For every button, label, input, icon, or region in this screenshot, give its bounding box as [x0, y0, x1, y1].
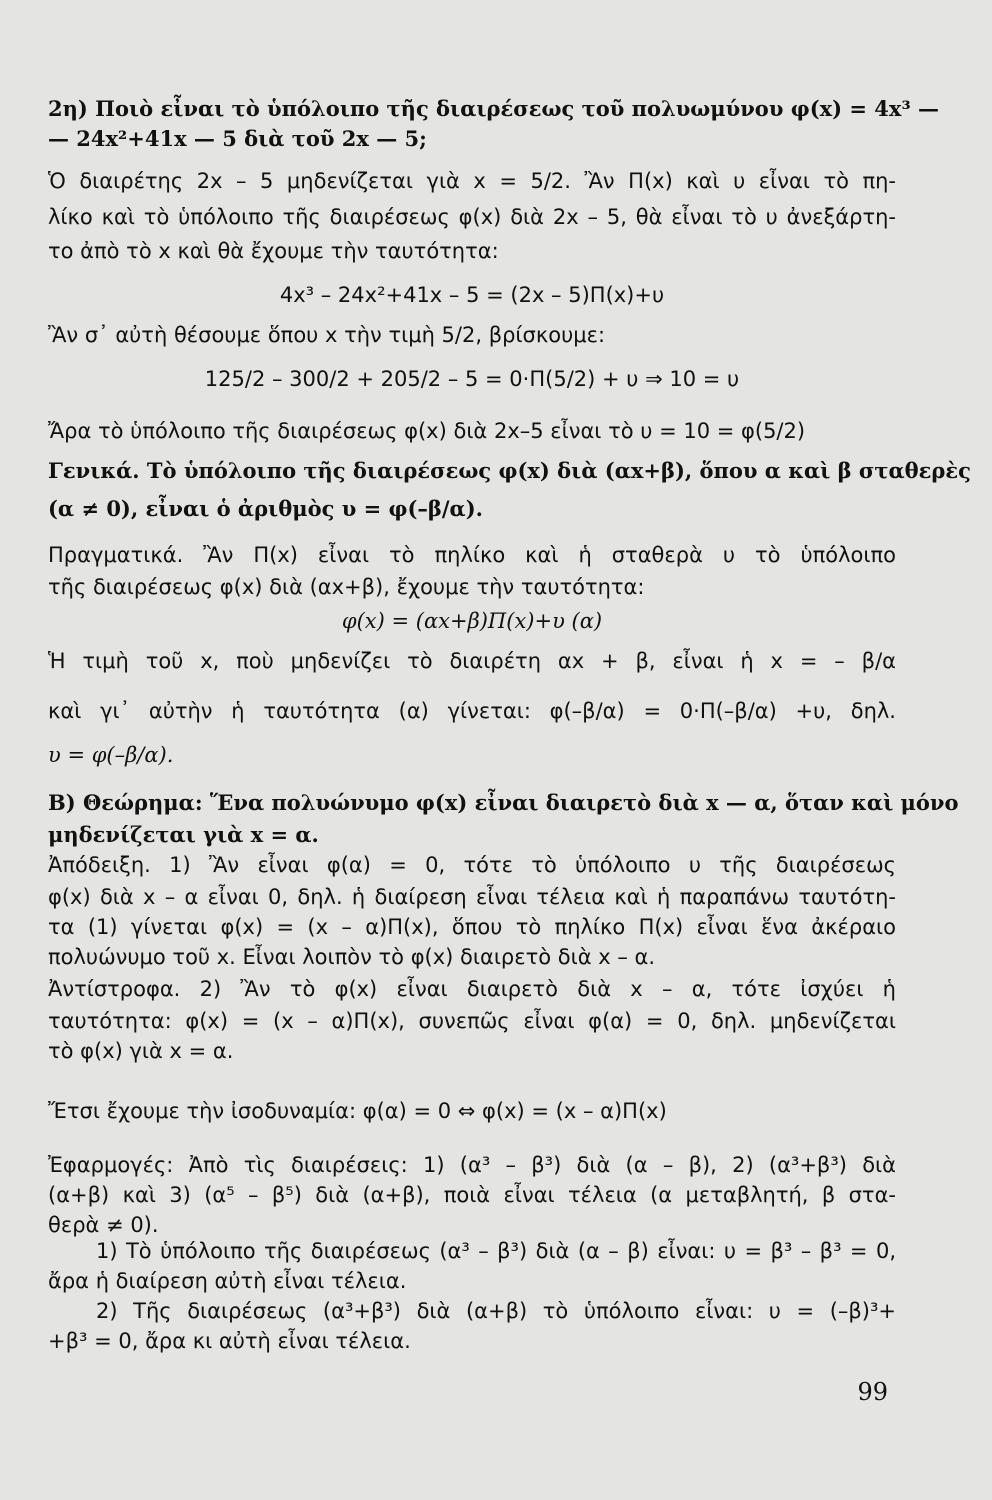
solution-line: 2) Τῆς διαιρέσεως (α³+β³) διὰ (α+β) τὸ ὑπόλοιπο εἶναι: υ = (–β)³+: [96, 1299, 896, 1323]
text-line: καὶ γι᾽ αὐτὴν ἡ ταυτότητα (α) γίνεται: φ(–β/α) = 0·Π(–β/α) +υ, δηλ.: [48, 699, 896, 723]
proof-line: Ἀντίστροφα. 2) Ἂν τὸ φ(x) εἶναι διαιρετὸ διὰ x – α, τότε ἰσχύει ἡ: [48, 977, 896, 1001]
equivalence-line: Ἔτσι ἔχουμε τὴν ἰσοδυναμία: φ(α) = 0 ⇔ φ(x) = (x – α)Π(x): [48, 1099, 667, 1123]
page-number: 99: [857, 1378, 888, 1406]
proof-line: τὸ φ(x) γιὰ x = α.: [48, 1039, 234, 1063]
text-line: υ = φ(–β/α).: [48, 743, 174, 767]
text-line: Πραγματικά. Ἂν Π(x) εἶναι τὸ πηλίκο καὶ ἡ σταθερὰ υ τὸ ὑπόλοιπο: [48, 543, 896, 567]
text-line: Ὁ διαιρέτης 2x – 5 μηδενίζεται γιὰ x = 5/2. Ἂν Π(x) καὶ υ εἶναι τὸ πη-: [48, 169, 896, 193]
theorem-line-2: μηδενίζεται γιὰ x = α.: [48, 822, 319, 847]
proof-line: πολυώνυμο τοῦ x. Εἶναι λοιπὸν τὸ φ(x) διαιρετὸ διὰ x – α.: [48, 945, 656, 969]
theorem-line-1: Β) Θεώρημα: Ἕνα πολυώνυμο φ(x) εἶναι διαιρετὸ διὰ x — α, ὅταν καὶ μόνο: [48, 790, 959, 815]
applications-line: (α+β) καὶ 3) (α⁵ – β⁵) διὰ (α+β), ποιὰ εἶναι τέλεια (α μεταβλητή, β στα-: [48, 1183, 896, 1207]
solution-line: 1) Τὸ ὑπόλοιπο τῆς διαιρέσεως (α³ – β³) διὰ (α – β) εἶναι: υ = β³ – β³ = 0,: [96, 1239, 896, 1263]
general-rule-line-2: (α ≠ 0), εἶναι ὁ ἀριθμὸς υ = φ(–β/α).: [48, 496, 483, 521]
applications-line: θερὰ ≠ 0).: [48, 1213, 159, 1237]
solution-line: ἄρα ἡ διαίρεση αὐτὴ εἶναι τέλεια.: [48, 1269, 407, 1293]
identity-equation: 4x³ – 24x²+41x – 5 = (2x – 5)Π(x)+υ: [279, 283, 665, 307]
text-line: τῆς διαιρέσεως φ(x) διὰ (αx+β), ἔχουμε τὴν ταυτότητα:: [48, 575, 645, 599]
problem-heading-line-1: 2η) Ποιὸ εἶναι τὸ ὑπόλοιπο τῆς διαιρέσεως τοῦ πολυωμύνου φ(x) = 4x³ —: [48, 96, 939, 121]
text-line: το ἀπὸ τὸ x καὶ θὰ ἔχουμε τὴν ταυτότητα:: [48, 239, 499, 263]
problem-heading-line-2: — 24x²+41x — 5 διὰ τοῦ 2x — 5;: [48, 126, 427, 151]
solution-line: +β³ = 0, ἄρα κι αὐτὴ εἶναι τέλεια.: [48, 1329, 411, 1353]
general-rule-line-1: Γενικά. Τὸ ὑπόλοιπο τῆς διαιρέσεως φ(x) διὰ (αx+β), ὅπου α καὶ β σταθερὲς: [48, 458, 971, 483]
proof-line: τα (1) γίνεται φ(x) = (x – α)Π(x), ὅπου τὸ πηλίκο Π(x) εἶναι ἕνα ἀκέραιο: [48, 915, 896, 939]
proof-line: Ἀπόδειξη. 1) Ἂν εἶναι φ(α) = 0, τότε τὸ ὑπόλοιπο υ τῆς διαιρέσεως: [48, 853, 896, 877]
substitution-equation: 125/2 – 300/2 + 205/2 – 5 = 0·Π(5/2) + υ ⇒ 10 = υ: [204, 367, 740, 391]
text-line: Ἄρα τὸ ὑπόλοιπο τῆς διαιρέσεως φ(x) διὰ 2x–5 εἶναι τὸ υ = 10 = φ(5/2): [48, 419, 806, 443]
proof-line: ταυτότητα: φ(x) = (x – α)Π(x), συνεπῶς εἶναι φ(α) = 0, δηλ. μηδενίζεται: [48, 1009, 896, 1033]
text-line: Ἂν σ᾽ αὐτὴ θέσουμε ὅπου x τὴν τιμὴ 5/2, βρίσκουμε:: [48, 323, 606, 347]
text-line: λίκο καὶ τὸ ὑπόλοιπο τῆς διαιρέσεως φ(x) διὰ 2x – 5, θὰ εἶναι τὸ υ ἀνεξάρτη-: [48, 205, 896, 229]
text-line: Ἡ τιμὴ τοῦ x, ποὺ μηδενίζει τὸ διαιρέτη αx + β, εἶναι ἡ x = – β/α: [48, 649, 896, 673]
proof-line: φ(x) διὰ x – α εἶναι 0, δηλ. ἡ διαίρεση εἶναι τέλεια καὶ ἡ παραπάνω ταυτότη-: [48, 885, 896, 909]
equation-a: φ(x) = (αx+β)Π(x)+υ (α): [341, 609, 603, 633]
applications-line: Ἐφαρμογές: Ἀπὸ τὶς διαιρέσεις: 1) (α³ – β³) διὰ (α – β), 2) (α³+β³) διὰ: [48, 1153, 896, 1177]
